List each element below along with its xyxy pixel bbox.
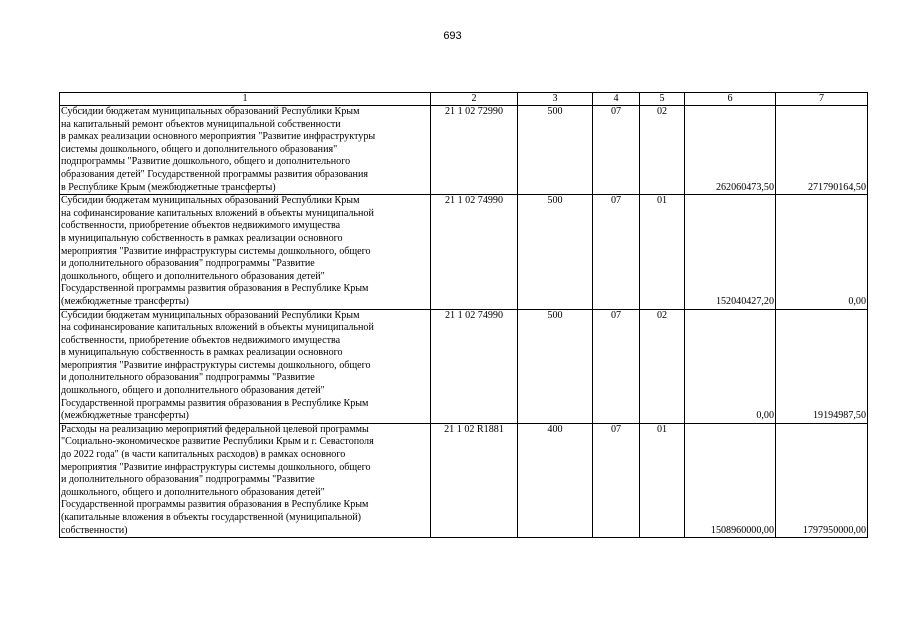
description-line: в Республике Крым (межбюджетные трансферты) — [61, 181, 276, 193]
description-line: в муниципальную собственность в рамках реализации основного — [61, 232, 343, 244]
row-col-4: 07 — [593, 309, 640, 423]
description-line: (межбюджетные трансферты) — [61, 295, 189, 307]
row-col-3: 500 — [518, 106, 593, 195]
description-line: образования детей" Государственной программы развития образования — [61, 168, 368, 180]
description-line: "Социально-экономическое развитие Республики Крым и г. Севастополя — [61, 436, 374, 448]
row-amount-col-7: 0,00 — [776, 195, 868, 309]
row-description — [60, 423, 431, 537]
description-line: в муниципальную собственность в рамках реализации основного — [61, 347, 343, 359]
description-line: дошкольного, общего и дополнительного образования детей" — [61, 486, 325, 498]
description-line: Субсидии бюджетам муниципальных образований Республики Крым — [61, 106, 360, 117]
description-line: Субсидии бюджетам муниципальных образований Республики Крым — [61, 309, 360, 321]
description-line: дошкольного, общего и дополнительного образования детей" — [61, 270, 325, 282]
row-code: 21 1 02 74990 — [431, 309, 518, 423]
description-line: мероприятия "Развитие инфраструктуры системы дошкольного, общего — [61, 461, 371, 473]
description-line: мероприятия "Развитие инфраструктуры системы дошкольного, общего — [61, 359, 371, 371]
row-description — [60, 106, 431, 195]
table-row — [60, 106, 868, 195]
table-header-row — [60, 93, 868, 106]
table-row — [60, 423, 868, 537]
table-row — [60, 309, 868, 423]
row-col-5: 01 — [640, 423, 685, 537]
row-amount-col-6: 152040427,20 — [685, 195, 776, 309]
description-line: (межбюджетные трансферты) — [61, 410, 189, 422]
header-col-6: 6 — [685, 93, 776, 106]
description-line: до 2022 года" (в части капитальных расходов) в рамках основного — [61, 449, 346, 461]
row-col-4: 07 — [593, 106, 640, 195]
description-line: на софинансирование капитальных вложений в объекты муниципальной — [61, 322, 374, 334]
row-col-3: 500 — [518, 309, 593, 423]
row-amount-col-6: 1508960000,00 — [685, 423, 776, 537]
description-line: системы дошкольного, общего и дополнительного образования" — [61, 143, 338, 155]
header-col-2: 2 — [431, 93, 518, 106]
row-code: 21 1 02 72990 — [431, 106, 518, 195]
description-line: в рамках реализации основного мероприятия "Развитие инфраструктуры — [61, 131, 376, 143]
row-amount-col-6: 262060473,50 — [685, 106, 776, 195]
row-code: 21 1 02 R1881 — [431, 423, 518, 537]
row-amount-col-7: 271790164,50 — [776, 106, 868, 195]
header-col-3: 3 — [518, 93, 593, 106]
description-line: собственности, приобретение объектов недвижимого имущества — [61, 334, 341, 346]
description-line: на капитальный ремонт объектов муниципальной собственности — [61, 118, 341, 130]
header-col-4: 4 — [593, 93, 640, 106]
row-col-3: 500 — [518, 195, 593, 309]
header-col-5: 5 — [640, 93, 685, 106]
description-line: и дополнительного образования" подпрограммы "Развитие — [61, 474, 315, 486]
description-line: собственности) — [61, 524, 128, 536]
row-description — [60, 309, 431, 423]
row-col-5: 02 — [640, 106, 685, 195]
row-description — [60, 195, 431, 309]
row-col-3: 400 — [518, 423, 593, 537]
description-line: Государственной программы развития образования в Республике Крым — [61, 397, 369, 409]
row-code: 21 1 02 74990 — [431, 195, 518, 309]
description-line: Расходы на реализацию мероприятий федеральной целевой программы — [61, 423, 369, 435]
row-amount-col-7: 1797950000,00 — [776, 423, 868, 537]
budget-table — [59, 92, 868, 538]
row-col-5: 01 — [640, 195, 685, 309]
description-line: Субсидии бюджетам муниципальных образований Республики Крым — [61, 195, 360, 207]
row-col-5: 02 — [640, 309, 685, 423]
description-line: собственности, приобретение объектов недвижимого имущества — [61, 220, 341, 232]
row-col-4: 07 — [593, 423, 640, 537]
description-line: и дополнительного образования" подпрограммы "Развитие — [61, 372, 315, 384]
description-line: Государственной программы развития образования в Республике Крым — [61, 499, 369, 511]
row-col-4: 07 — [593, 195, 640, 309]
description-line: мероприятия "Развитие инфраструктуры системы дошкольного, общего — [61, 245, 371, 257]
description-line: дошкольного, общего и дополнительного образования детей" — [61, 385, 325, 397]
description-line: и дополнительного образования" подпрограммы "Развитие — [61, 258, 315, 270]
description-line: подпрограммы "Развитие дошкольного, общего и дополнительного — [61, 156, 351, 168]
description-line: на софинансирование капитальных вложений в объекты муниципальной — [61, 207, 374, 219]
header-col-1: 1 — [60, 93, 431, 106]
row-amount-col-6: 0,00 — [685, 309, 776, 423]
header-col-7: 7 — [776, 93, 868, 106]
row-amount-col-7: 19194987,50 — [776, 309, 868, 423]
description-line: Государственной программы развития образования в Республике Крым — [61, 283, 369, 295]
page-number: 693 — [443, 30, 462, 42]
description-line: (капитальные вложения в объекты государственной (муниципальной) — [61, 512, 362, 523]
table-row — [60, 195, 868, 309]
